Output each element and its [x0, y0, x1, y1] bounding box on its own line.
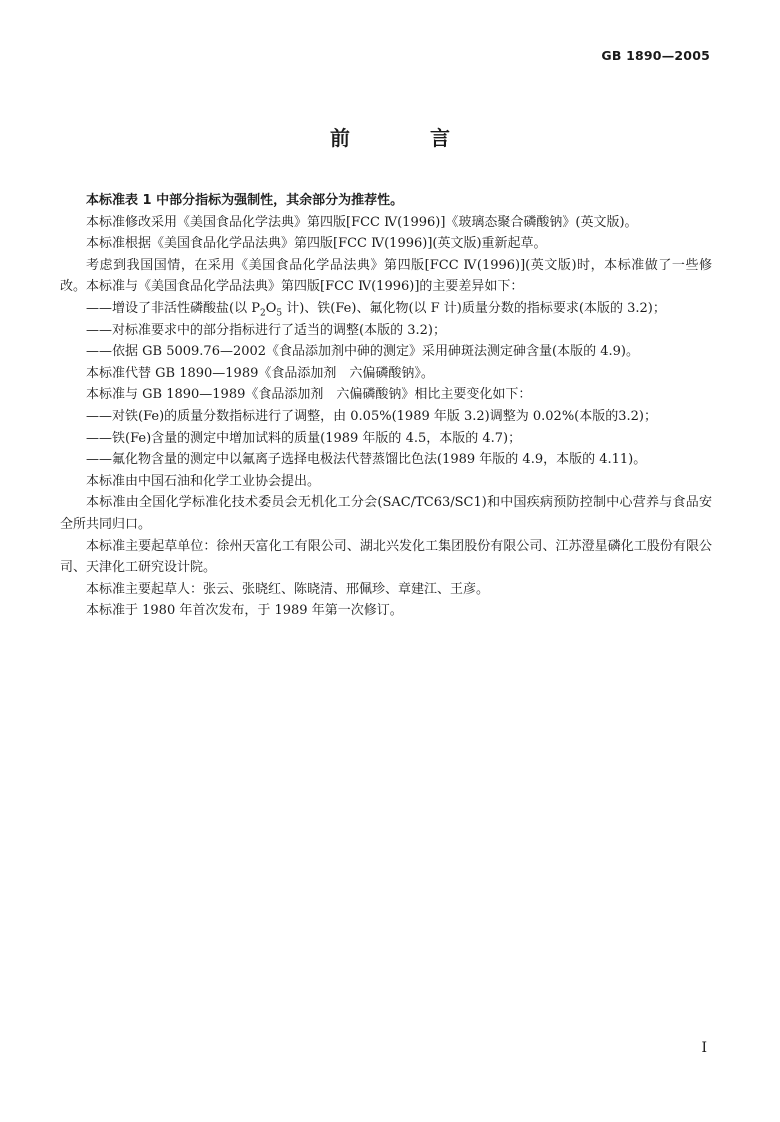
page-number: I — [701, 1040, 707, 1056]
paragraph-drafting-units: 本标准主要起草单位：徐州天富化工有限公司、湖北兴发化工集团股份有限公司、江苏澄星磷化工股份有限公司、天津化工研究设计院。 — [60, 538, 712, 576]
diff-1-sub-2: 5 — [276, 308, 283, 319]
list-item-difference-2: ——对标准要求中的部分指标进行了适当的调整(本版的 3.2)； — [86, 322, 446, 338]
list-item-change-3: ——氟化物含量的测定中以氟离子选择电极法代替蒸馏比色法(1989 年版的 4.9，本版的 4.11)。 — [86, 452, 647, 468]
list-item-difference-1 — [60, 298, 712, 320]
list-item-change-2: ——铁(Fe)含量的测定中增加试料的质量(1989 年版的 4.5，本版的 4.7)； — [86, 430, 522, 446]
paragraph-drafters: 本标准主要起草人：张云、张晓红、陈晓清、邢佩珍、章建江、王彦。 — [86, 581, 490, 597]
diff-1-sub-1: 2 — [259, 308, 266, 319]
paragraph-replaces: 本标准代替 GB 1890—1989《食品添加剂 六偏磷酸钠》。 — [86, 365, 434, 381]
list-item-change-1: ——对铁(Fe)的质量分数指标进行了调整，由 0.05%(1989 年版 3.2)调整为 0.02%(本版的3.2)； — [86, 408, 657, 424]
paragraph-drafting-basis: 本标准根据《美国食品化学品法典》第四版[FCC Ⅳ(1996)](英文版)重新起草。 — [86, 236, 547, 252]
list-item-difference-3: ——依据 GB 5009.76—2002《食品添加剂中砷的测定》采用砷斑法测定砷含量(本版的 4.9)。 — [86, 344, 639, 360]
paragraph-adoption: 本标准修改采用《美国食品化学法典》第四版[FCC Ⅳ(1996)]《玻璃态聚合磷酸钠》(英文版)。 — [86, 214, 638, 230]
standard-number: GB 1890—2005 — [601, 48, 710, 63]
diff-1-mid: O — [265, 300, 277, 316]
paragraph-mandatory-note: 本标准表 1 中部分指标为强制性，其余部分为推荐性。 — [86, 193, 404, 208]
paragraph-administrator: 本标准由全国化学标准化技术委员会无机化工分会(SAC/TC63/SC1)和中国疾病预防控制中心营养与食品安全所共同归口。 — [60, 495, 712, 532]
foreword-body — [60, 190, 712, 622]
diff-1-prefix: ——增设了非活性磷酸盐(以 P — [86, 300, 260, 316]
diff-1-suffix: 计)、铁(Fe)、氟化物(以 F 计)质量分数的指标要求(本版的 3.2)； — [282, 300, 666, 316]
page-title: 前 言 — [330, 126, 480, 150]
paragraph-history: 本标准于 1980 年首次发布，于 1989 年第一次修订。 — [86, 603, 403, 619]
paragraph-changes-intro: 本标准与 GB 1890—1989《食品添加剂 六偏磷酸钠》相比主要变化如下： — [86, 387, 532, 403]
paragraph-proposer: 本标准由中国石油和化学工业协会提出。 — [86, 473, 321, 489]
paragraph-modifications: 考虑到我国国情，在采用《美国食品化学品法典》第四版[FCC Ⅳ(1996)](英文版)时，本标准做了一些修改。本标准与《美国食品化学品法典》第四版[FCC Ⅳ(1996)]的主要差异如下： — [60, 257, 712, 295]
